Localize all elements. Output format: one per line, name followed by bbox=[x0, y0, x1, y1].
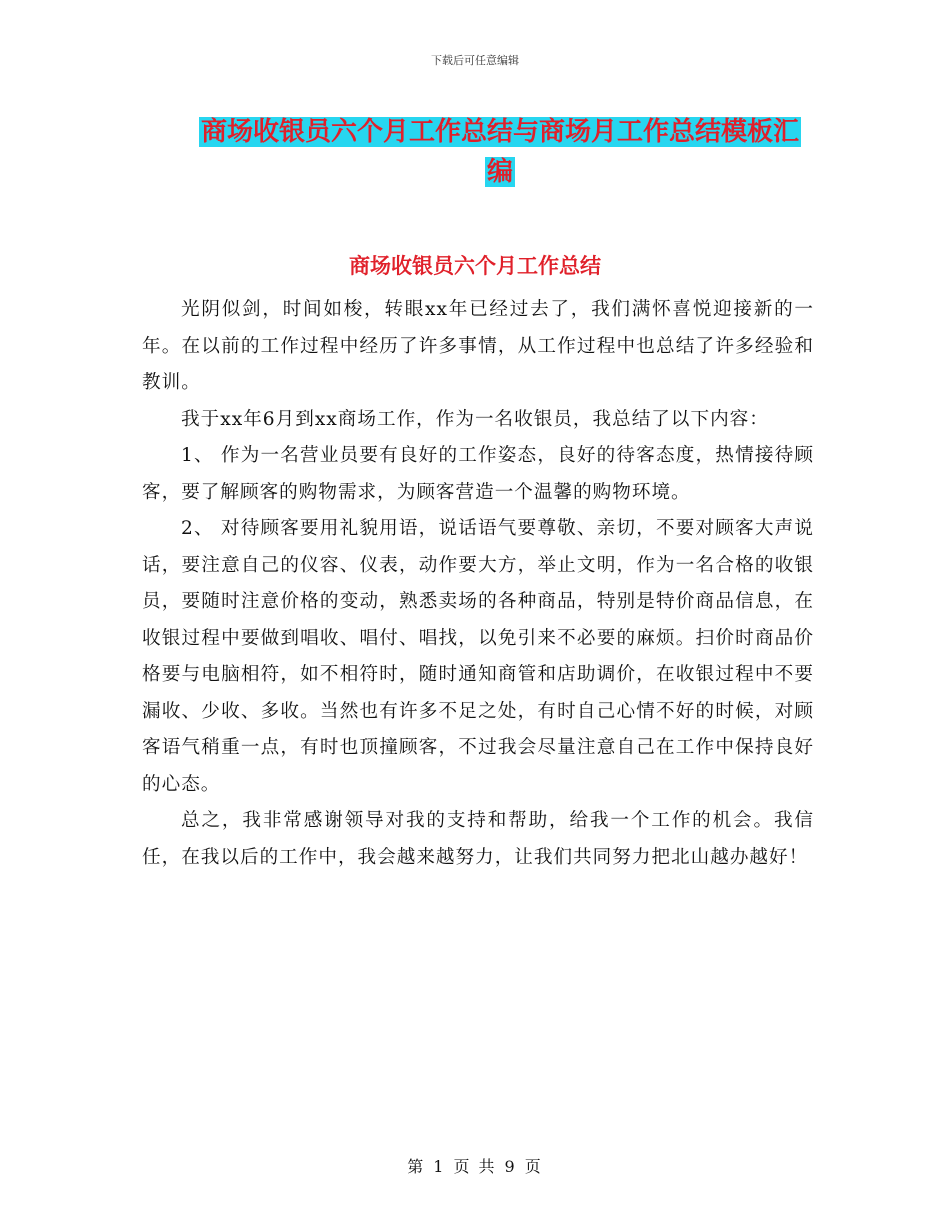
header-note: 下载后可任意编辑 bbox=[431, 54, 519, 67]
footer-middle: 页 共 bbox=[453, 1157, 497, 1176]
paragraph: 光阴似剑，时间如梭，转眼xx年已经过去了，我们满怀喜悦迎接新的一年。在以前的工作过程中经历了许多事情，从工作过程中也总结了许多经验和教训。 bbox=[142, 299, 814, 393]
paragraph: 我于xx年6月到xx商场工作，作为一名收银员，我总结了以下内容： bbox=[181, 408, 769, 430]
paragraph: 1、 作为一名营业员要有良好的工作姿态，良好的待客态度，热情接待顾客，要了解顾客的购物需求，为顾客营造一个温馨的购物环境。 bbox=[142, 445, 814, 503]
document-title-line-1: 商场收银员六个月工作总结与商场月工作总结模板汇 bbox=[200, 117, 799, 147]
footer-prefix: 第 bbox=[407, 1157, 426, 1176]
paragraph: 总之，我非常感谢领导对我的支持和帮助，给我一个工作的机会。我信任，在我以后的工作中，我会越来越努力，让我们共同努力把北山越办越好！ bbox=[142, 810, 814, 868]
document-title-line-2: 编 bbox=[486, 157, 513, 187]
current-page-number: 1 bbox=[433, 1157, 446, 1176]
footer-suffix: 页 bbox=[524, 1157, 543, 1176]
page-footer bbox=[0, 1154, 950, 1177]
paragraph: 2、 对待顾客要用礼貌用语，说话语气要尊敬、亲切，不要对顾客大声说话，要注意自己的仪容、仪表，动作要大方，举止文明，作为一名合格的收银员，要随时注意价格的变动，熟悉卖场的各种商品，特别是特价商品信息，在收银过程中要做到唱收、唱付、唱找，以免引来不必要的麻烦。扫价时商品价格要与电脑相符，如不相符时，随时通知商管和店助调价，在收银过程中不要漏收、少收、多收。当然也有许多不足之处，有时自己心情不好的时候，对顾客语气稍重一点，有时也顶撞顾客，不过我会尽量注意自己在工作中保持良好的心态。 bbox=[142, 518, 814, 795]
section-title: 商场收银员六个月工作总结 bbox=[349, 254, 601, 278]
body-text bbox=[142, 292, 814, 876]
total-page-number: 9 bbox=[504, 1157, 517, 1176]
document-title bbox=[190, 112, 810, 192]
